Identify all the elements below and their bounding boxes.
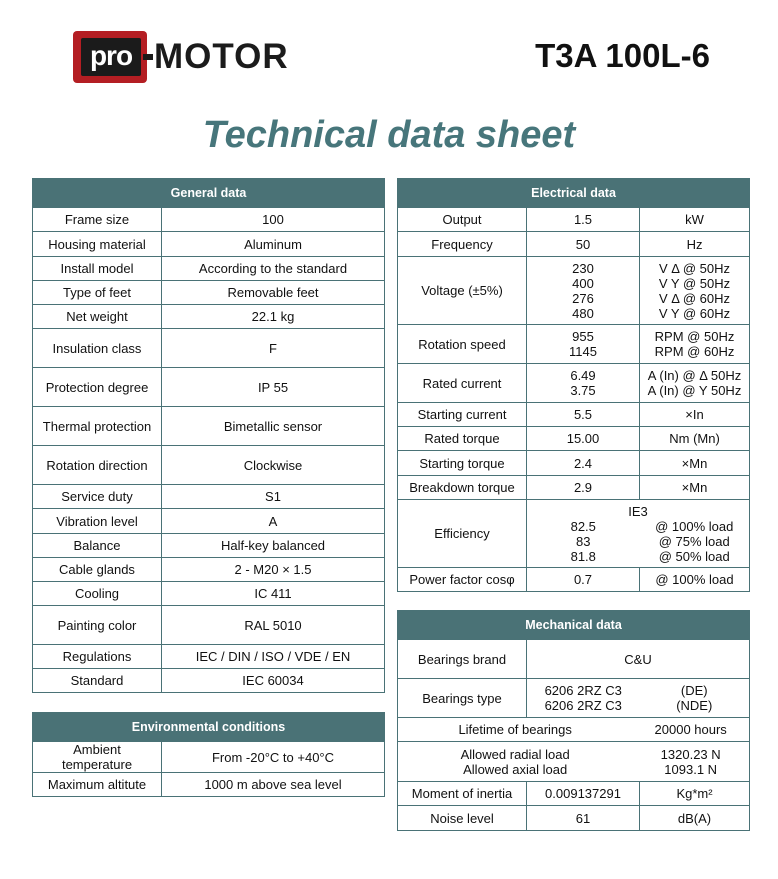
- unit-line: @ 75% load: [658, 533, 730, 549]
- row-value: IP 55: [162, 368, 385, 407]
- row-unit: Nm (Mn): [640, 427, 750, 451]
- table-row: [33, 645, 385, 669]
- row-label: Frequency: [398, 232, 527, 257]
- row-label: Rated torque: [398, 427, 527, 451]
- row-value: 50: [527, 232, 640, 257]
- row-label: Cooling: [33, 582, 162, 606]
- table-row: [398, 403, 750, 427]
- value-line: 83: [576, 533, 591, 549]
- unit-line: (NDE): [676, 698, 713, 713]
- row-unit: Kg*m²: [640, 782, 750, 806]
- table-row: [398, 500, 750, 568]
- row-label: Rotation direction: [33, 446, 162, 485]
- row-value: IC 411: [162, 582, 385, 606]
- table-row: [398, 232, 750, 257]
- row-value: RAL 5010: [162, 606, 385, 645]
- row-value: 100: [162, 208, 385, 232]
- row-label: Protection degree: [33, 368, 162, 407]
- table-row: [398, 568, 750, 592]
- value-line: 6206 2RZ C3: [544, 683, 622, 698]
- row-value: S1: [162, 485, 385, 509]
- row-label: Output: [398, 208, 527, 232]
- environmental-conditions-table: [32, 712, 385, 797]
- unit-line: A (In) @ Δ 50Hz: [647, 368, 742, 383]
- table-row: [398, 325, 750, 364]
- value-line: 955: [572, 329, 594, 344]
- row-label: Standard: [33, 669, 162, 693]
- row-value: Aluminum: [162, 232, 385, 257]
- table-row: [33, 558, 385, 582]
- efficiency-class: IE3: [628, 503, 648, 519]
- row-value: 22.1 kg: [162, 305, 385, 329]
- table-row: [33, 534, 385, 558]
- value-line: 480: [572, 305, 594, 321]
- row-label: Lifetime of bearings: [458, 722, 572, 737]
- logo-dash: [143, 54, 153, 60]
- bearings-type-cell: [527, 679, 750, 718]
- row-label: Power factor cosφ: [398, 568, 527, 592]
- row-value: 1093.1 N: [664, 761, 718, 777]
- row-unit: [640, 364, 750, 403]
- row-unit: dB(A): [640, 806, 750, 831]
- row-value: 0.009137291: [527, 782, 640, 806]
- row-unit: ×Mn: [640, 476, 750, 500]
- table-row: [33, 407, 385, 446]
- page-title: Technical data sheet: [202, 114, 576, 156]
- row-value: From -20°C to +40°C: [162, 742, 385, 773]
- table-row: [398, 640, 750, 679]
- unit-line: @ 50% load: [658, 548, 730, 564]
- row-value: IEC / DIN / ISO / VDE / EN: [162, 645, 385, 669]
- row-value: 0.7: [527, 568, 640, 592]
- table-row: [398, 806, 750, 831]
- mechanical-data-table: [397, 610, 750, 831]
- unit-line: V Δ @ 60Hz: [658, 290, 731, 306]
- table-row: [398, 476, 750, 500]
- row-label: Rotation speed: [398, 325, 527, 364]
- row-value: Half-key balanced: [162, 534, 385, 558]
- row-unit: [640, 257, 750, 325]
- row-label: Allowed radial load: [460, 746, 570, 762]
- row-label: Type of feet: [33, 281, 162, 305]
- table-row: [33, 773, 385, 797]
- table-row: [33, 232, 385, 257]
- mechanical-data-header: Mechanical data: [398, 611, 750, 640]
- table-row: [33, 509, 385, 534]
- row-value: F: [162, 329, 385, 368]
- row-value: A: [162, 509, 385, 534]
- row-value: IEC 60034: [162, 669, 385, 693]
- row-label: Starting torque: [398, 451, 527, 476]
- row-label: Balance: [33, 534, 162, 558]
- efficiency-cell: [527, 500, 750, 568]
- row-value: 61: [527, 806, 640, 831]
- row-value: 5.5: [527, 403, 640, 427]
- value-line: 230: [572, 260, 594, 276]
- logo-pro-badge: [73, 31, 147, 83]
- logo-motor-text: MOTOR: [154, 37, 289, 76]
- row-unit: @ 100% load: [640, 568, 750, 592]
- row-value: Clockwise: [162, 446, 385, 485]
- general-data-header: General data: [33, 179, 385, 208]
- table-row: [398, 427, 750, 451]
- row-label: Ambient temperature: [33, 742, 162, 773]
- row-label: Regulations: [33, 645, 162, 669]
- row-value: 1320.23 N: [660, 746, 721, 762]
- table-row: [33, 606, 385, 645]
- row-label: Maximum altitute: [33, 773, 162, 797]
- table-row: [33, 281, 385, 305]
- row-label: Noise level: [398, 806, 527, 831]
- unit-line: V Δ @ 50Hz: [658, 260, 731, 276]
- row-label: Install model: [33, 257, 162, 281]
- environmental-header: Environmental conditions: [33, 713, 385, 742]
- table-row: [33, 368, 385, 407]
- row-value: 2 - M20 × 1.5: [162, 558, 385, 582]
- row-label: Service duty: [33, 485, 162, 509]
- row-label: Bearings brand: [398, 640, 527, 679]
- row-value: Removable feet: [162, 281, 385, 305]
- row-value: Bimetallic sensor: [162, 407, 385, 446]
- model-number: T3A 100L-6: [535, 37, 710, 74]
- row-value: 2.4: [527, 451, 640, 476]
- row-value: 15.00: [527, 427, 640, 451]
- row-label: Rated current: [398, 364, 527, 403]
- row-value: [527, 257, 640, 325]
- value-line: 6206 2RZ C3: [544, 698, 622, 713]
- table-row: [33, 582, 385, 606]
- unit-line: @ 100% load: [655, 518, 734, 534]
- row-label: Moment of inertia: [398, 782, 527, 806]
- unit-line: V Y @ 60Hz: [658, 305, 731, 321]
- general-data-table: [32, 178, 385, 693]
- table-row: [33, 305, 385, 329]
- lifetime-cell: [398, 718, 750, 742]
- row-label: Breakdown torque: [398, 476, 527, 500]
- row-label: Allowed axial load: [463, 761, 568, 777]
- table-row: [398, 679, 750, 718]
- unit-line: RPM @ 50Hz: [654, 329, 735, 344]
- row-unit: kW: [640, 208, 750, 232]
- row-value: According to the standard: [162, 257, 385, 281]
- row-value: 1.5: [527, 208, 640, 232]
- row-value: 1000 m above sea level: [162, 773, 385, 797]
- value-line: 276: [572, 290, 594, 306]
- table-row: [33, 446, 385, 485]
- table-row: [33, 742, 385, 773]
- row-label: Starting current: [398, 403, 527, 427]
- logo-pro-text: pro: [81, 38, 141, 76]
- table-row: [398, 718, 750, 742]
- row-unit: ×Mn: [640, 451, 750, 476]
- brand-logo: [73, 31, 309, 83]
- row-value: 2.9: [527, 476, 640, 500]
- row-label: Housing material: [33, 232, 162, 257]
- row-label: Cable glands: [33, 558, 162, 582]
- unit-line: (DE): [680, 683, 708, 698]
- table-row: [33, 485, 385, 509]
- value-line: 1145: [569, 344, 597, 359]
- row-label: Voltage (±5%): [398, 257, 527, 325]
- table-row: [33, 669, 385, 693]
- row-label: Frame size: [33, 208, 162, 232]
- row-label: Net weight: [33, 305, 162, 329]
- row-label: Thermal protection: [33, 407, 162, 446]
- electrical-data-table: [397, 178, 750, 592]
- table-row: [33, 329, 385, 368]
- row-label: Efficiency: [398, 500, 527, 568]
- row-value: 20000 hours: [654, 722, 727, 737]
- table-row: [398, 742, 750, 782]
- row-value: C&U: [527, 640, 750, 679]
- unit-line: V Y @ 50Hz: [658, 275, 731, 291]
- row-label: Insulation class: [33, 329, 162, 368]
- row-unit: [640, 325, 750, 364]
- value-line: 81.8: [570, 548, 596, 564]
- table-row: [398, 257, 750, 325]
- loads-cell: [398, 742, 750, 782]
- row-value: [527, 364, 640, 403]
- table-row: [398, 451, 750, 476]
- row-value: [527, 325, 640, 364]
- table-row: [398, 364, 750, 403]
- value-line: 3.75: [570, 383, 596, 398]
- row-label: Bearings type: [398, 679, 527, 718]
- row-unit: Hz: [640, 232, 750, 257]
- value-line: 6.49: [570, 368, 596, 383]
- value-line: 400: [572, 275, 594, 291]
- value-line: 82.5: [570, 518, 596, 534]
- unit-line: A (In) @ Y 50Hz: [647, 383, 742, 398]
- row-label: Painting color: [33, 606, 162, 645]
- table-row: [33, 257, 385, 281]
- table-row: [398, 208, 750, 232]
- table-row: [398, 782, 750, 806]
- electrical-data-header: Electrical data: [398, 179, 750, 208]
- row-unit: ×In: [640, 403, 750, 427]
- table-row: [33, 208, 385, 232]
- unit-line: RPM @ 60Hz: [654, 344, 735, 359]
- row-label: Vibration level: [33, 509, 162, 534]
